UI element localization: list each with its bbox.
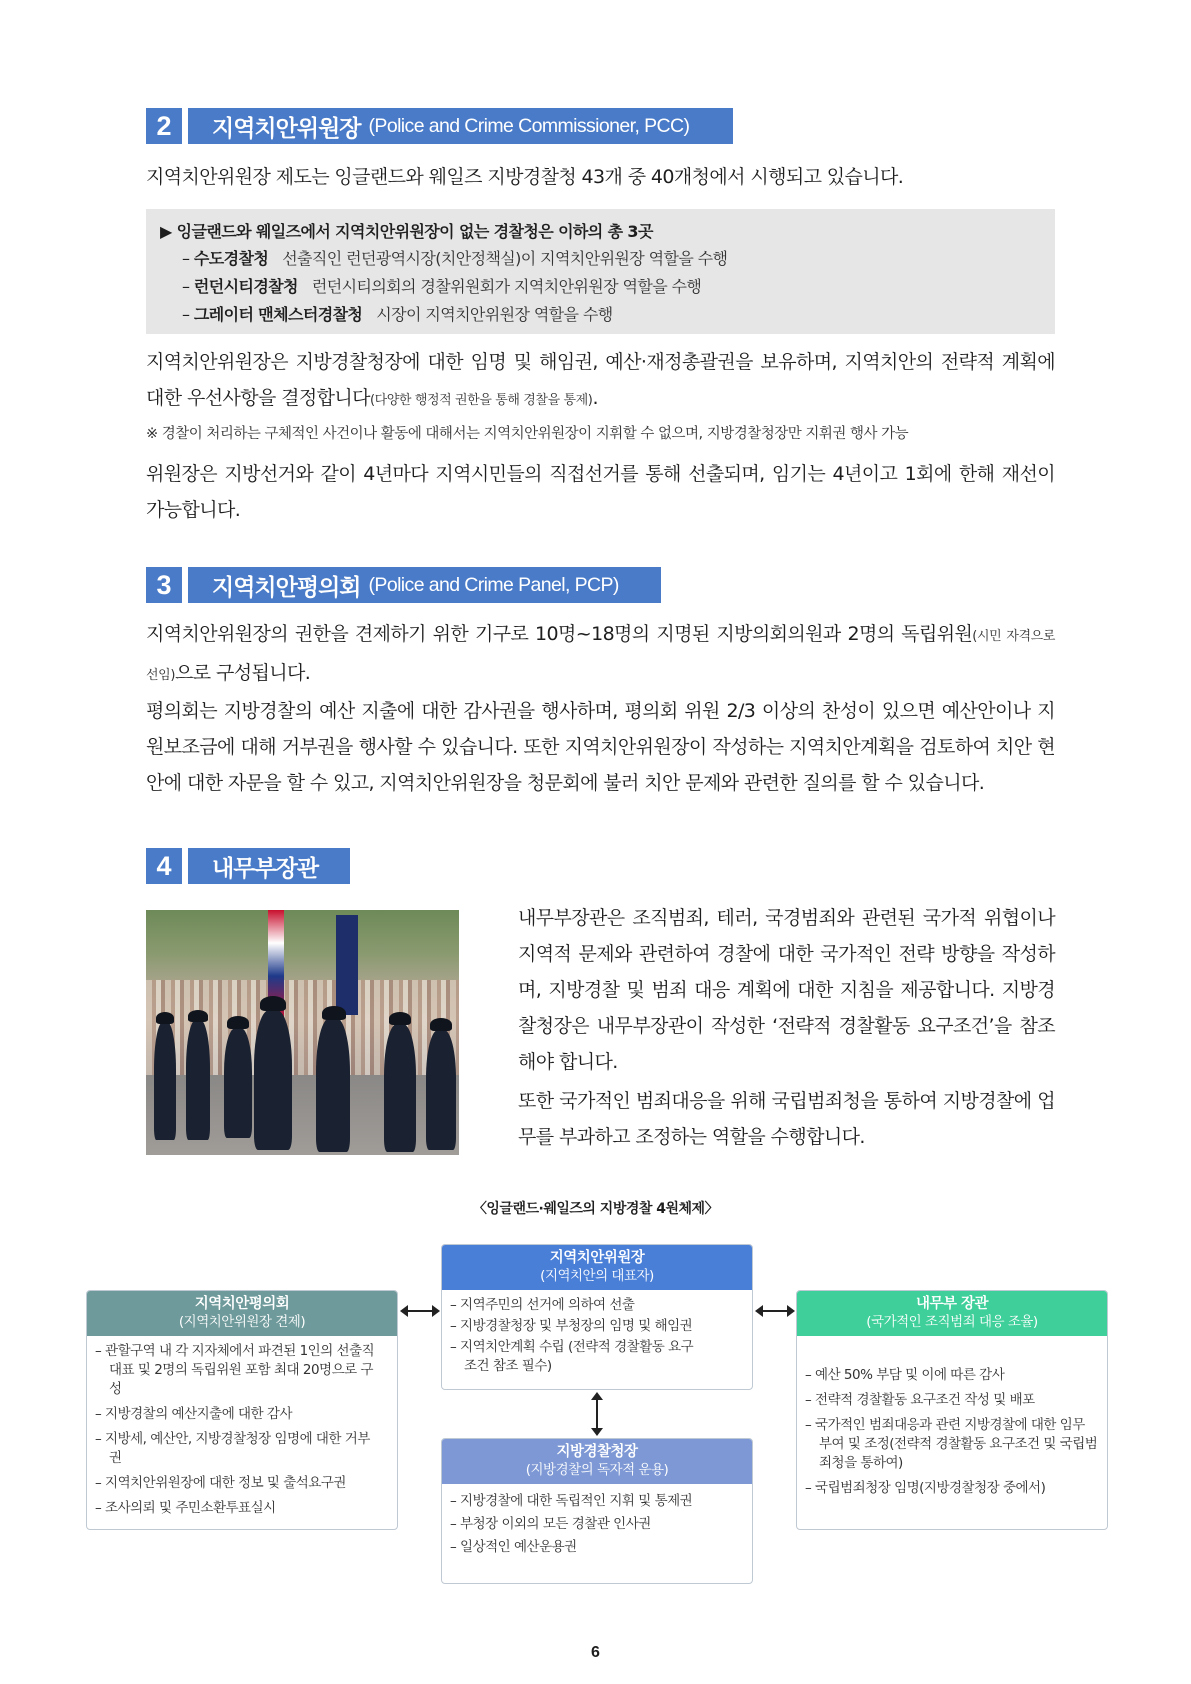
pcp-box-header — [87, 1291, 397, 1336]
police-parade-photo — [146, 910, 459, 1155]
section-number: 2 — [146, 108, 182, 144]
section-3-header — [146, 567, 661, 603]
list-item: – 전략적 경찰활동 요구조건 작성 및 배포 — [805, 1392, 1035, 1408]
chief-constable-box-title: 지방경찰청장 — [556, 1444, 638, 1460]
pcp-box-list — [87, 1336, 397, 1518]
section-title — [188, 567, 661, 603]
section-4-header — [146, 848, 350, 884]
list-item: – 국가적인 범죄대응과 관련 지방경찰에 대한 임무 부여 및 조정(전략적 경찰활동 요구조건 및 국립범죄청을 통하여) — [805, 1417, 1098, 1471]
home-secretary-box-header — [797, 1291, 1107, 1336]
home-secretary-box-title: 내무부 장관 — [915, 1296, 989, 1312]
home-secretary-box-subtitle: (국가적인 조직범죄 대응 조율) — [866, 1314, 1038, 1330]
section-title-en: (Police and Crime Panel, PCP) — [368, 573, 619, 596]
list-item: – 지역치안위원장에 대한 정보 및 출석요구권 — [95, 1475, 346, 1491]
section-2-header — [146, 108, 733, 144]
pcc-box-header — [442, 1245, 752, 1290]
page-number: 6 — [591, 1644, 600, 1661]
list-item: – 지방세, 예산안, 지방경찰청장 임명에 대한 거부권 — [95, 1431, 370, 1466]
pcp-box — [86, 1290, 398, 1530]
section-title-ko: 지역치안위원장 — [212, 115, 361, 142]
section-number: 3 — [146, 567, 182, 603]
section-title-ko: 내무부장관 — [212, 855, 319, 882]
chief-constable-box-subtitle: (지방경찰의 독자적 운용) — [525, 1462, 669, 1478]
section-title-en: (Police and Crime Commissioner, PCC) — [368, 114, 690, 137]
list-item: – 조사의뢰 및 주민소환투표실시 — [95, 1500, 276, 1516]
pcp-powers-paragraph: 평의회는 지방경찰의 예산 지출에 대한 감사권을 행사하며, 평의회 위원 2/3 이상의 찬성이 있으면 예산안이나 지원보조금에 대해 거부권을 행사할 수 있습니다. 또한 지역치안위원장이 작성하는 지역치안계획을 검토하여 치안 현안에 대한 자문을 할 수 있고, 지역치안위원장을 청문회에 불러 치안 문제와 관련한 질의를 할 수 있습니다. — [146, 700, 1055, 794]
no-pcc-box-heading: ▶ 잉글랜드와 웨일즈에서 지역치안위원장이 없는 경찰청은 이하의 총 3곳 — [160, 222, 653, 241]
no-pcc-row: – 런던시티경찰청 런던시티의회의 경찰위원회가 지역치안위원장 역할을 수행 — [182, 277, 702, 296]
list-item: – 지역주민의 선거에 의하여 선출 — [450, 1297, 635, 1313]
pcc-election-paragraph: 위원장은 지방선거와 같이 4년마다 지역시민들의 직접선거를 통해 선출되며, 임기는 4년이고 1회에 한해 재선이 가능합니다. — [146, 463, 1055, 521]
pcc-box-list — [442, 1290, 752, 1376]
pcp-box-title: 지역치안평의회 — [194, 1296, 290, 1312]
list-item: – 지방경찰의 예산지출에 대한 감사 — [95, 1406, 292, 1422]
home-secretary-paragraph-1: 내무부장관은 조직범죄, 테러, 국경범죄와 관련된 국가적 위협이나 지역적 문제와 관련하여 경찰에 대한 국가적인 전략 방향을 작성하며, 지방경찰 및 범죄 대응 계획에 대한 지침을 제공합니다. 지방경찰청장은 내무부장관이 작성한 ‘전략적 경찰활동 요구조건’을 참조해야 합니다. — [518, 907, 1055, 1073]
pcc-powers-paragraph: 지역치안위원장은 지방경찰청장에 대한 임명 및 해임권, 예산·재정총괄권을 보유하며, 지역치안의 전략적 계획에 대한 우선사항을 결정합니다(다양한 행정적 권한을 통해 경찰을 통제). — [146, 351, 1055, 409]
diagram-caption: 〈잉글랜드·웨일즈의 지방경찰 4원체제〉 — [472, 1201, 719, 1217]
home-secretary-box — [796, 1290, 1108, 1530]
pcp-box-subtitle: (지역치안위원장 견제) — [178, 1314, 306, 1330]
list-item: – 일상적인 예산운용권 — [450, 1539, 577, 1555]
no-pcc-box — [146, 209, 1055, 334]
section-number: 4 — [146, 848, 182, 884]
home-secretary-paragraph-2: 또한 국가적인 범죄대응을 위해 국립범죄청을 통하여 지방경찰에 업무를 부과하고 조정하는 역할을 수행합니다. — [518, 1090, 1055, 1148]
home-secretary-box-list — [797, 1336, 1107, 1498]
section-title-ko: 지역치안평의회 — [212, 574, 361, 601]
list-item: – 국립범죄청장 임명(지방경찰청장 중에서) — [805, 1480, 1046, 1496]
chief-constable-box-list — [442, 1484, 752, 1557]
no-pcc-row: – 그레이터 맨체스터경찰청 시장이 지역치안위원장 역할을 수행 — [182, 305, 613, 324]
list-item: – 지방경찰에 대한 독립적인 지휘 및 통제권 — [450, 1493, 693, 1509]
list-item: – 지역치안계획 수립 (전략적 경찰활동 요구조건 참조 필수) — [450, 1339, 694, 1374]
pcp-composition-paragraph: 지역치안위원장의 권한을 견제하기 위한 기구로 10명~18명의 지명된 지방의회의원과 2명의 독립위원(시민 자격으로 선임)으로 구성됩니다. — [146, 623, 1055, 684]
section-title — [188, 848, 350, 884]
list-item: – 지방경찰청장 및 부청장의 임명 및 해임권 — [450, 1318, 693, 1334]
pcc-box — [441, 1244, 753, 1390]
chief-constable-box — [441, 1438, 753, 1584]
list-item: – 관할구역 내 각 지자체에서 파견된 1인의 선출직 대표 및 2명의 독립위원 포함 최대 20명으로 구성 — [95, 1343, 375, 1397]
section-2-intro: 지역치안위원장 제도는 잉글랜드와 웨일즈 지방경찰청 43개 중 40개청에서 시행되고 있습니다. — [146, 166, 904, 188]
pcc-box-title: 지역치안위원장 — [549, 1250, 645, 1266]
pcc-chief-arrow — [596, 1400, 598, 1428]
pcc-home-arrow — [763, 1310, 787, 1312]
no-pcc-row: – 수도경찰청 선출직인 런던광역시장(치안정책실)이 지역치안위원장 역할을 수행 — [182, 249, 728, 268]
list-item: – 부청장 이외의 모든 경찰관 인사권 — [450, 1516, 651, 1532]
list-item: – 예산 50% 부담 및 이에 따른 감사 — [805, 1367, 1005, 1383]
chief-constable-box-header — [442, 1439, 752, 1484]
pcp-pcc-arrow — [408, 1310, 432, 1312]
pcc-box-subtitle: (지역치안의 대표자) — [540, 1268, 654, 1284]
command-note: ※ 경찰이 처리하는 구체적인 사건이나 활동에 대해서는 지역치안위원장이 지휘할 수 없으며, 지방경찰청장만 지휘권 행사 가능 — [146, 426, 909, 442]
section-title — [188, 108, 733, 144]
